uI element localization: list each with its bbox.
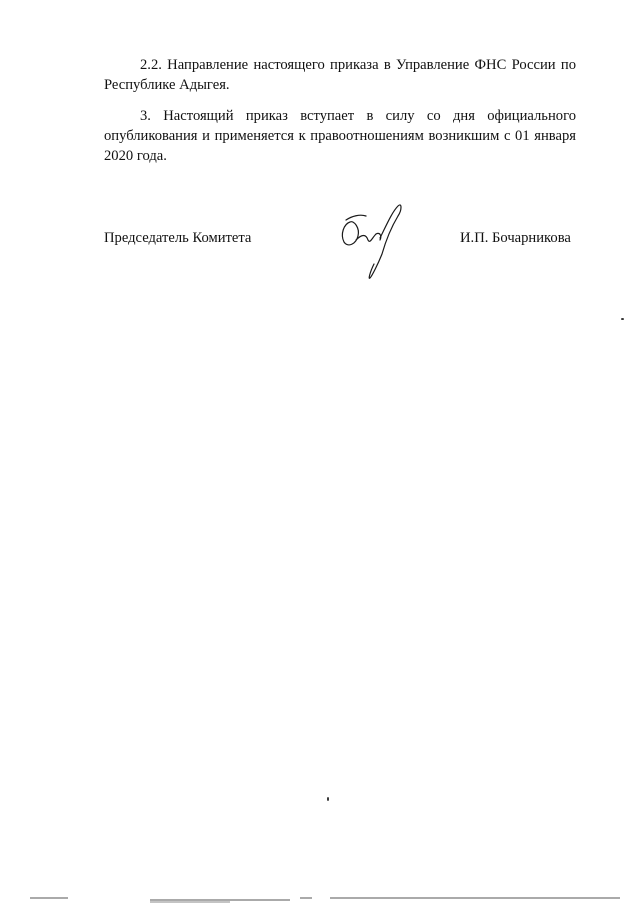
scan-edge-lines — [0, 880, 640, 905]
handwritten-signature — [336, 200, 406, 282]
signatory-name: И.П. Бочарникова — [460, 230, 571, 246]
scan-speck — [621, 318, 624, 320]
paragraph-2-2: 2.2. Направление настоящего приказа в Управление ФНС России по Республике Адыгея. — [104, 57, 576, 93]
scan-speck — [327, 797, 329, 801]
signatory-role: Председатель Комитета — [104, 230, 252, 246]
paragraph-3: 3. Настоящий приказ вступает в силу со дня официального опубликования и применяется к правоотношениям возникшим с 01 января 2020 года. — [104, 108, 576, 164]
